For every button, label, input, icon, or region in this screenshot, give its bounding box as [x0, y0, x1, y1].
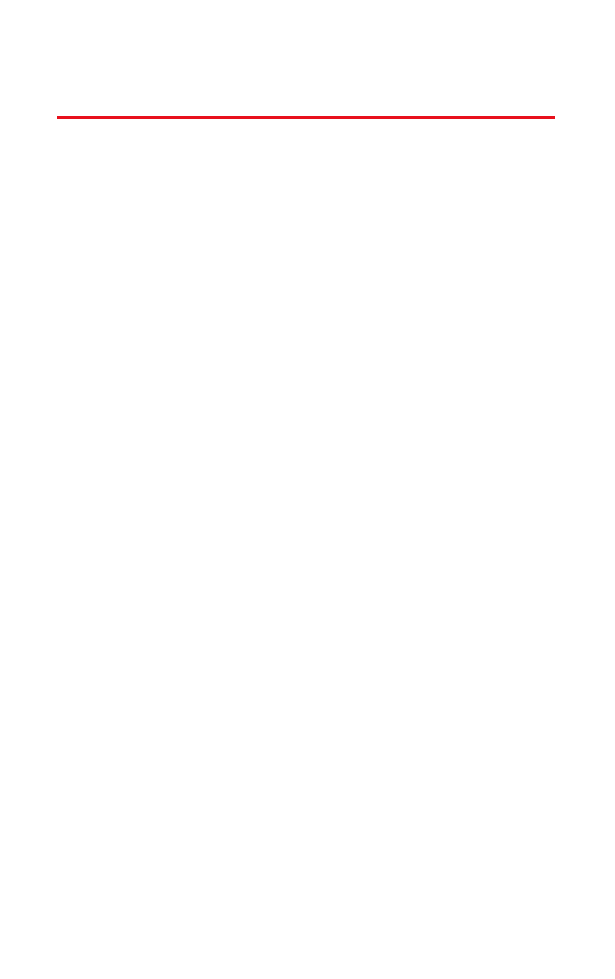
masthead-org-name — [57, 58, 555, 106]
masthead-red-rule — [57, 116, 555, 119]
